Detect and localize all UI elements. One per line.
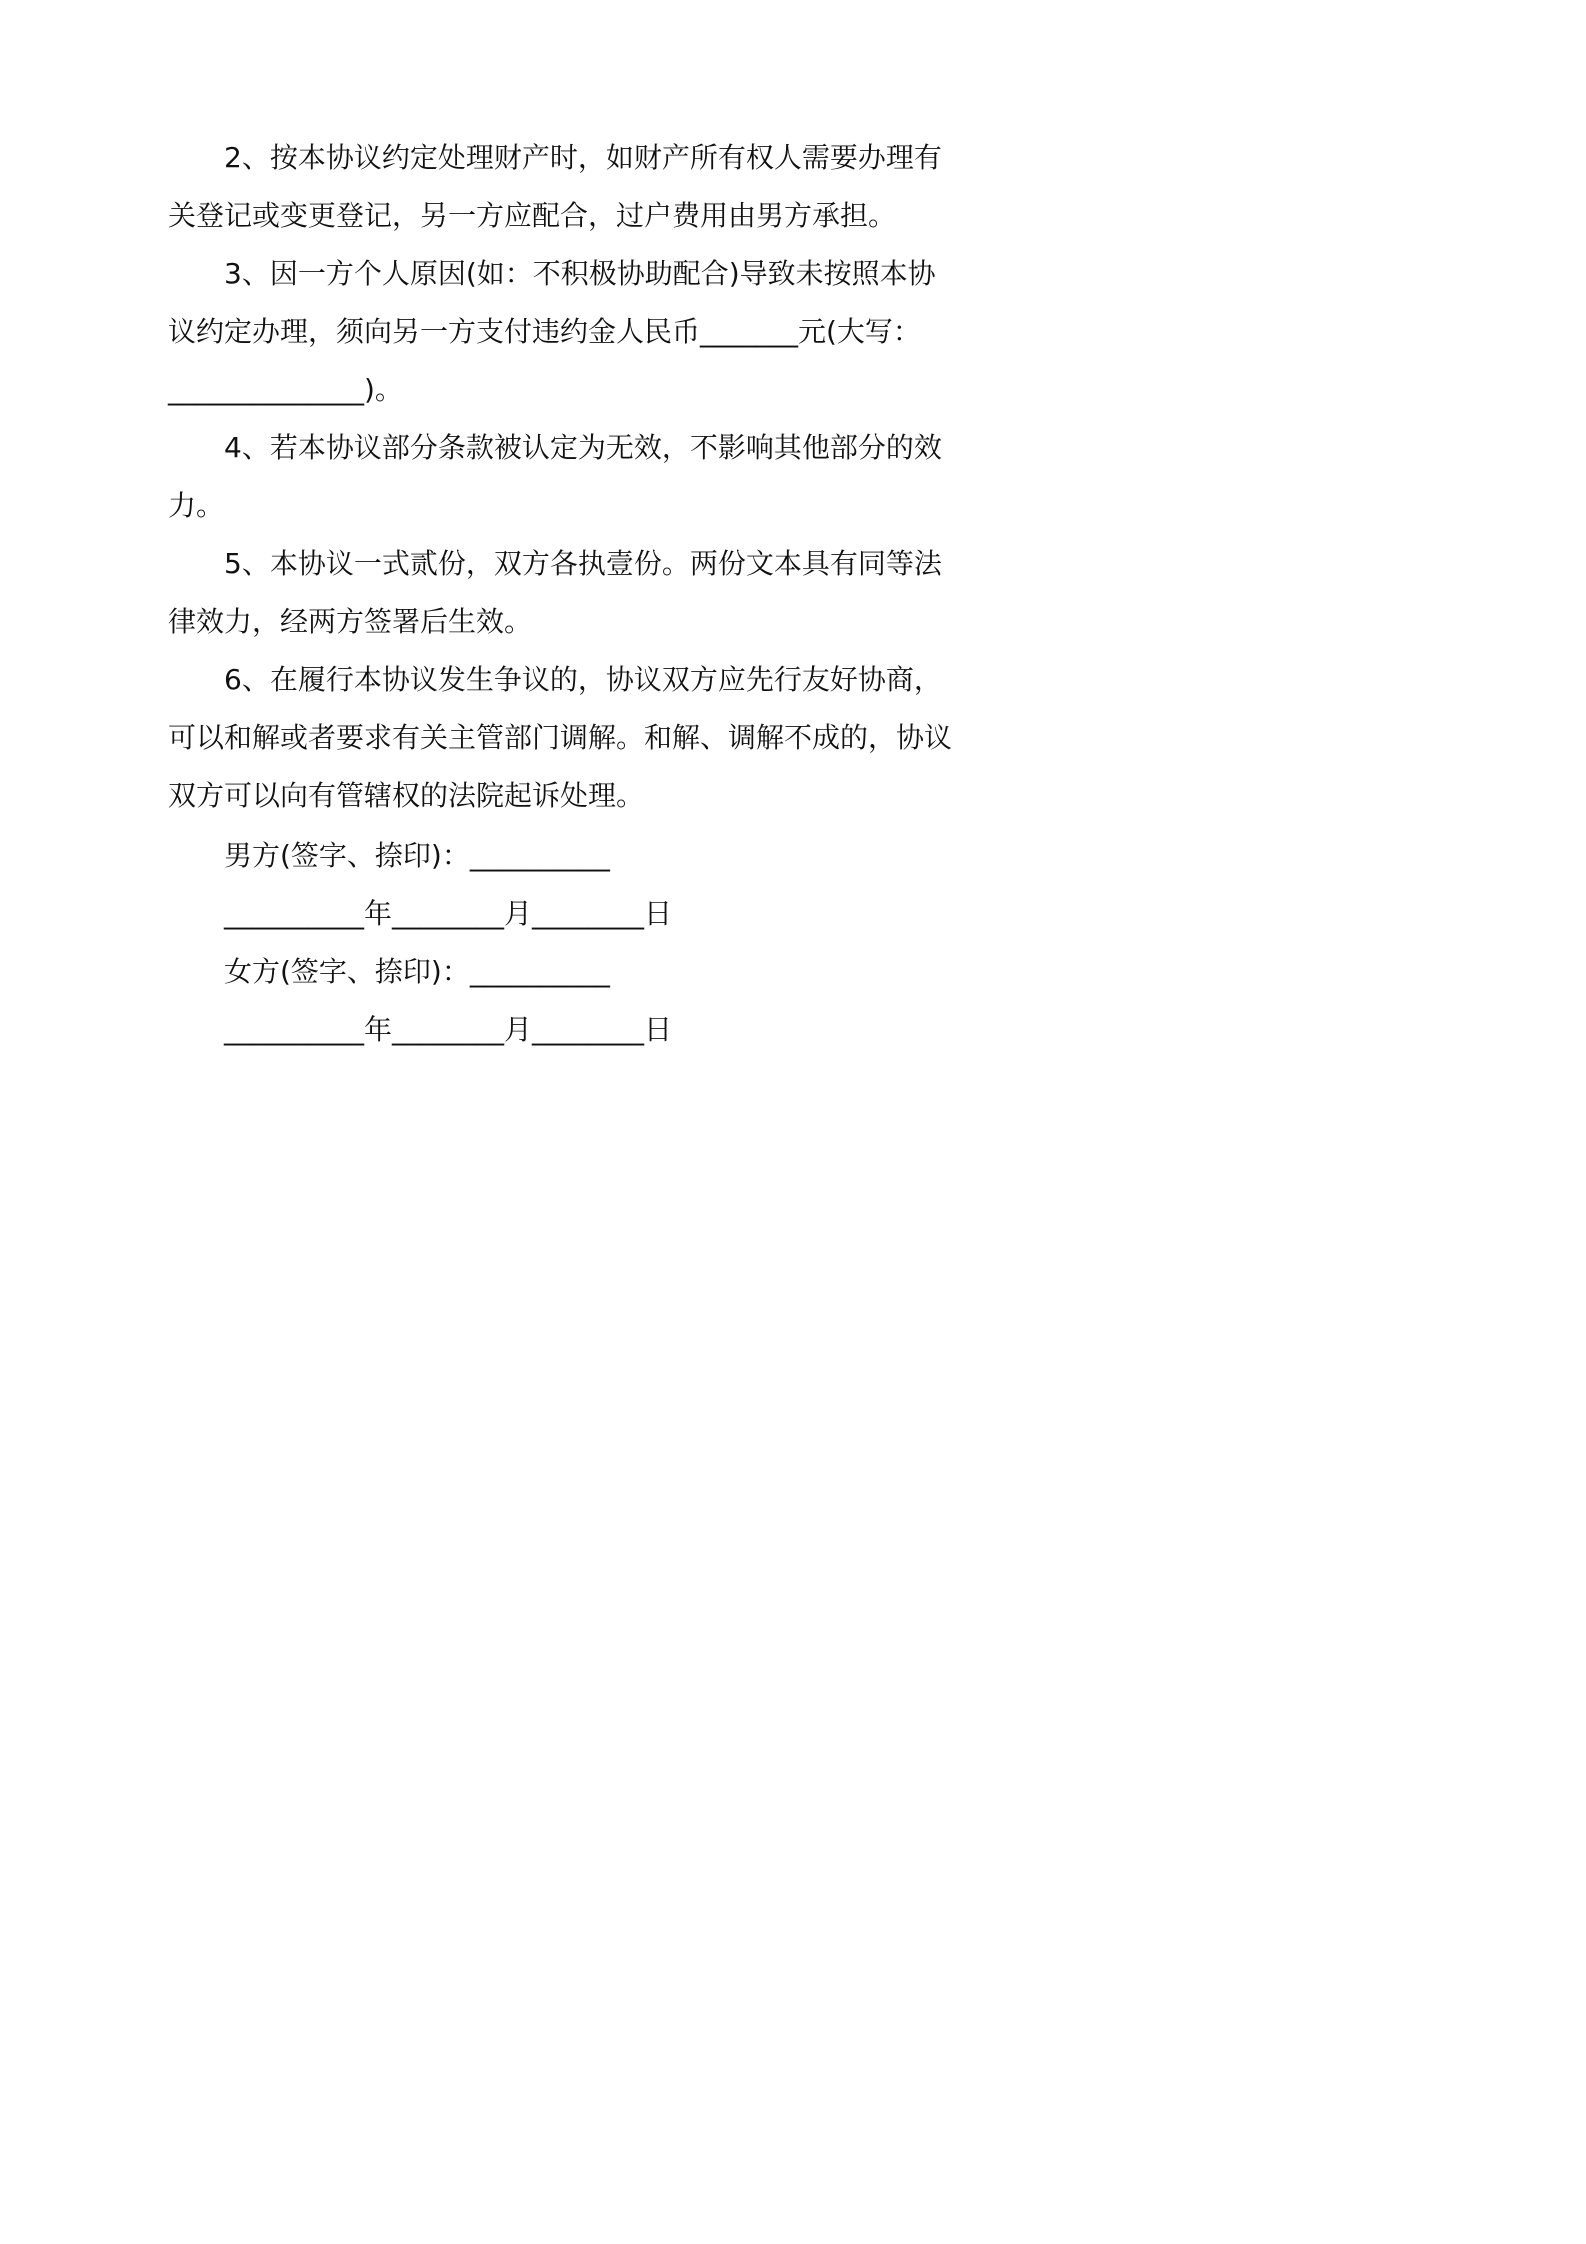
clause-2-line-2: 关登记或变更登记，另一方应配合，过户费用由男方承担。 (168, 199, 897, 232)
male-signature-line: 男方(签字、捺印)：__________ (224, 839, 610, 872)
female-signature-line: 女方(签字、捺印)：__________ (224, 955, 610, 988)
document-page (0, 0, 1102, 1558)
clause-2-line-1: 2、按本协议约定处理财产时，如财产所有权人需要办理有 (224, 141, 942, 174)
clause-6-line-1: 6、在履行本协议发生争议的，协议双方应先行友好协商， (224, 663, 942, 696)
clause-6-line-3: 双方可以向有管辖权的法院起诉处理。 (168, 779, 645, 812)
clause-4-line-1: 4、若本协议部分条款被认定为无效，不影响其他部分的效 (224, 431, 942, 464)
clause-3-line-1: 3、因一方个人原因(如：不积极协助配合)导致未按照本协 (224, 257, 936, 290)
clause-4-line-2: 力。 (168, 489, 225, 522)
clause-3-line-2: 议约定办理，须向另一方支付违约金人民币_______元(大写： (168, 315, 921, 348)
clause-5-line-1: 5、本协议一式贰份，双方各执壹份。两份文本具有同等法 (224, 547, 942, 580)
clause-6-line-2: 可以和解或者要求有关主管部门调解。和解、调解不成的，协议 (168, 721, 953, 754)
female-date-line: __________年________月________日 (224, 1013, 673, 1046)
clause-5-line-2: 律效力，经两方签署后生效。 (168, 605, 533, 638)
clause-3-line-3: ______________)。 (168, 373, 403, 406)
male-date-line: __________年________月________日 (224, 897, 673, 930)
